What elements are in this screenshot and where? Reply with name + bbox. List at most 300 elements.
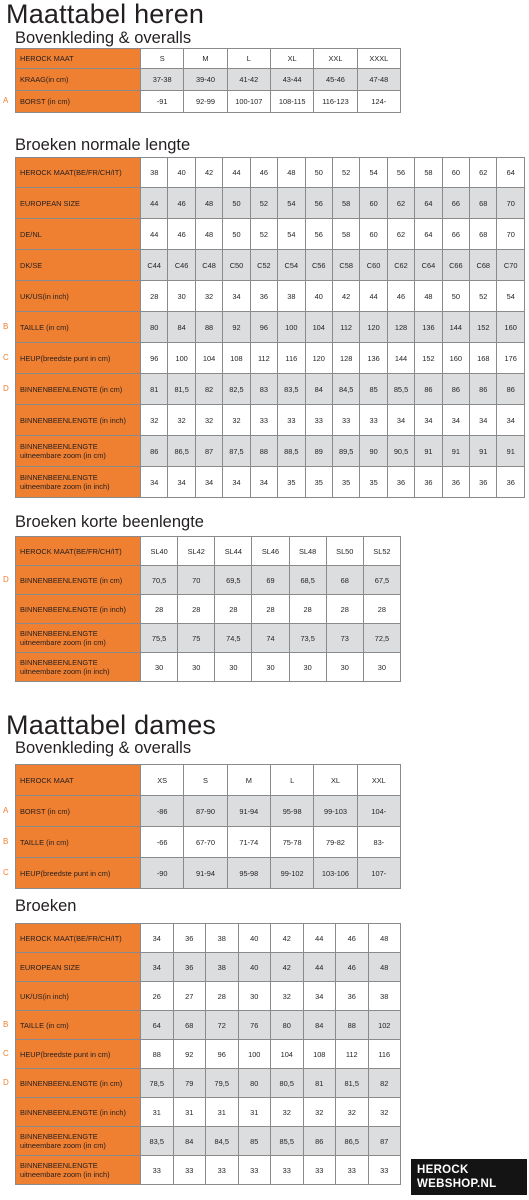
- size-cell: 31: [238, 1098, 271, 1127]
- size-cell: 75,5: [141, 624, 178, 653]
- size-cell: 30: [238, 982, 271, 1011]
- measurement-marker: B: [3, 1019, 9, 1029]
- size-cell: 75-78: [270, 827, 313, 858]
- row-label: BINNENBEENLENGTE (in cm): [16, 566, 141, 595]
- size-cell: 108-115: [270, 91, 313, 113]
- size-cell: SL40: [141, 537, 178, 566]
- size-cell: 91-94: [227, 796, 270, 827]
- row-label: HEUP(breedste punt in cm): [16, 858, 141, 889]
- size-cell: 96: [206, 1040, 239, 1069]
- row-label: BINNENBEENLENGTE (in inch): [16, 1098, 141, 1127]
- size-cell: 28: [326, 595, 363, 624]
- size-cell: S: [184, 765, 227, 796]
- size-cell: 91: [442, 436, 469, 467]
- size-cell: 75: [178, 624, 215, 653]
- size-cell: 26: [141, 982, 174, 1011]
- size-cell: 81,5: [168, 374, 195, 405]
- size-cell: C66: [442, 250, 469, 281]
- size-cell: 64: [497, 158, 524, 188]
- size-cell: 28: [363, 595, 400, 624]
- size-cell: 33: [141, 1156, 174, 1185]
- size-cell: 70: [497, 219, 524, 250]
- size-cell: 34: [195, 467, 222, 498]
- subheading-broeken-normale-lengte: Broeken normale lengte: [15, 136, 191, 154]
- size-cell: 56: [305, 188, 332, 219]
- size-cell: SL42: [178, 537, 215, 566]
- size-cell: 100-107: [227, 91, 270, 113]
- size-cell: 88: [250, 436, 277, 467]
- size-cell: 84: [173, 1127, 206, 1156]
- size-cell: 74,5: [215, 624, 252, 653]
- size-cell: 86: [303, 1127, 336, 1156]
- size-cell: 160: [442, 343, 469, 374]
- table-row: [16, 1011, 401, 1040]
- table-row: [16, 250, 525, 281]
- row-label: HEROCK MAAT(BE/FR/CH/IT): [16, 158, 141, 188]
- size-cell: 34: [141, 924, 174, 953]
- table-row: [16, 624, 401, 653]
- table-row: [16, 796, 401, 827]
- measurement-marker: C: [3, 1048, 9, 1058]
- size-cell: 64: [415, 188, 442, 219]
- size-cell: 30: [141, 653, 178, 682]
- table-row: [16, 343, 525, 374]
- size-cell: 124-: [357, 91, 400, 113]
- size-cell: 152: [415, 343, 442, 374]
- size-cell: 87: [368, 1127, 401, 1156]
- size-cell: 42: [271, 924, 304, 953]
- size-cell: 112: [250, 343, 277, 374]
- size-cell: 33: [271, 1156, 304, 1185]
- size-cell: 60: [442, 158, 469, 188]
- size-cell: 116: [278, 343, 305, 374]
- size-cell: 42: [332, 281, 359, 312]
- size-cell: 30: [178, 653, 215, 682]
- row-label: BINNENBEENLENGTE uitneembare zoom (in inch): [16, 1156, 141, 1185]
- size-cell: 58: [332, 188, 359, 219]
- size-cell: 56: [387, 158, 414, 188]
- size-cell: 28: [289, 595, 326, 624]
- size-cell: 80: [141, 312, 168, 343]
- table-row: [16, 91, 401, 113]
- size-cell: XXXL: [357, 49, 400, 69]
- size-cell: 34: [223, 281, 250, 312]
- size-cell: 136: [360, 343, 387, 374]
- size-cell: 64: [141, 1011, 174, 1040]
- size-cell: 67,5: [363, 566, 400, 595]
- table-row: [16, 595, 401, 624]
- measurement-marker: C: [3, 352, 9, 362]
- size-cell: 72,5: [363, 624, 400, 653]
- table-row: [16, 69, 401, 91]
- size-cell: 28: [252, 595, 289, 624]
- size-cell: 79-82: [314, 827, 357, 858]
- size-cell: 30: [363, 653, 400, 682]
- size-cell: 33: [360, 405, 387, 436]
- size-cell: SL50: [326, 537, 363, 566]
- size-cell: 96: [250, 312, 277, 343]
- size-cell: 34: [470, 405, 497, 436]
- size-cell: 35: [278, 467, 305, 498]
- size-cell: 89,5: [332, 436, 359, 467]
- size-cell: 44: [223, 158, 250, 188]
- size-cell: 40: [238, 924, 271, 953]
- table-row: [16, 1069, 401, 1098]
- row-label: BINNENBEENLENGTE uitneembare zoom (in inch): [16, 467, 141, 498]
- size-cell: 69,5: [215, 566, 252, 595]
- size-cell: 90: [360, 436, 387, 467]
- row-label: BINNENBEENLENGTE (in cm): [16, 374, 141, 405]
- size-cell: 103-106: [314, 858, 357, 889]
- size-cell: 32: [303, 1098, 336, 1127]
- size-cell: C50: [223, 250, 250, 281]
- size-cell: C62: [387, 250, 414, 281]
- size-cell: C58: [332, 250, 359, 281]
- size-cell: 84: [303, 1011, 336, 1040]
- size-cell: 50: [442, 281, 469, 312]
- size-cell: 42: [195, 158, 222, 188]
- row-label: BORST (in cm): [16, 91, 141, 113]
- size-cell: C56: [305, 250, 332, 281]
- size-table-dames-bovenkleding: [15, 764, 401, 889]
- size-cell: 72: [206, 1011, 239, 1040]
- size-cell: 128: [332, 343, 359, 374]
- size-cell: 62: [470, 158, 497, 188]
- size-cell: 91: [470, 436, 497, 467]
- size-cell: 46: [250, 158, 277, 188]
- size-cell: 71-74: [227, 827, 270, 858]
- size-cell: 48: [368, 924, 401, 953]
- size-cell: 37-38: [141, 69, 184, 91]
- size-cell: 92: [223, 312, 250, 343]
- size-cell: 46: [336, 953, 369, 982]
- size-cell: 33: [332, 405, 359, 436]
- size-cell: 30: [215, 653, 252, 682]
- table-row: [16, 281, 525, 312]
- size-cell: 80: [271, 1011, 304, 1040]
- size-cell: 116-123: [314, 91, 357, 113]
- size-cell: 36: [387, 467, 414, 498]
- size-cell: SL52: [363, 537, 400, 566]
- size-cell: 30: [168, 281, 195, 312]
- size-cell: C48: [195, 250, 222, 281]
- subheading-broeken-dames: Broeken: [15, 897, 77, 915]
- size-cell: 81: [303, 1069, 336, 1098]
- row-label: BINNENBEENLENGTE (in cm): [16, 1069, 141, 1098]
- size-cell: 70,5: [141, 566, 178, 595]
- size-cell: 116: [368, 1040, 401, 1069]
- size-cell: 28: [215, 595, 252, 624]
- size-cell: 45-46: [314, 69, 357, 91]
- size-cell: 34: [497, 405, 524, 436]
- size-cell: 70: [497, 188, 524, 219]
- table-row: [16, 436, 525, 467]
- size-cell: 48: [415, 281, 442, 312]
- size-cell: XL: [270, 49, 313, 69]
- table-row: [16, 566, 401, 595]
- size-cell: 81,5: [336, 1069, 369, 1098]
- size-cell: -91: [141, 91, 184, 113]
- size-cell: 83,5: [278, 374, 305, 405]
- size-cell: 41-42: [227, 69, 270, 91]
- size-cell: 74: [252, 624, 289, 653]
- logo-line-1: HEROCK: [417, 1164, 469, 1176]
- size-cell: 30: [326, 653, 363, 682]
- size-cell: 91: [497, 436, 524, 467]
- size-cell: 54: [497, 281, 524, 312]
- size-cell: 104: [271, 1040, 304, 1069]
- size-cell: 102: [368, 1011, 401, 1040]
- size-cell: 50: [223, 188, 250, 219]
- size-cell: 128: [387, 312, 414, 343]
- size-cell: 69: [252, 566, 289, 595]
- size-cell: 62: [387, 188, 414, 219]
- size-cell: 66: [442, 188, 469, 219]
- size-cell: 50: [223, 219, 250, 250]
- table-row: [16, 953, 401, 982]
- size-table-heren-broeken-normaal: [15, 157, 525, 498]
- size-cell: 68: [173, 1011, 206, 1040]
- size-cell: 100: [238, 1040, 271, 1069]
- size-cell: 28: [141, 281, 168, 312]
- size-cell: 42: [271, 953, 304, 982]
- size-cell: 52: [470, 281, 497, 312]
- table-row: [16, 982, 401, 1011]
- row-label: EUROPEAN SIZE: [16, 188, 141, 219]
- size-cell: 48: [368, 953, 401, 982]
- size-cell: S: [141, 49, 184, 69]
- size-cell: 38: [206, 953, 239, 982]
- size-cell: 50: [305, 158, 332, 188]
- size-cell: 58: [415, 158, 442, 188]
- size-cell: 89: [305, 436, 332, 467]
- size-cell: 44: [141, 188, 168, 219]
- size-cell: C52: [250, 250, 277, 281]
- size-cell: 35: [332, 467, 359, 498]
- table-row: [16, 49, 401, 69]
- row-label: HEROCK MAAT: [16, 49, 141, 69]
- size-cell: 104: [195, 343, 222, 374]
- size-cell: 176: [497, 343, 524, 374]
- size-cell: M: [227, 765, 270, 796]
- size-cell: 34: [168, 467, 195, 498]
- size-cell: 54: [278, 188, 305, 219]
- size-cell: 87-90: [184, 796, 227, 827]
- herock-webshop-logo: [411, 1159, 527, 1195]
- size-cell: 78,5: [141, 1069, 174, 1098]
- size-cell: 88: [336, 1011, 369, 1040]
- size-cell: 91-94: [184, 858, 227, 889]
- table-row: [16, 653, 401, 682]
- table-row: [16, 312, 525, 343]
- subheading-broeken-korte-beenlengte: Broeken korte beenlengte: [15, 513, 204, 531]
- size-cell: SL46: [252, 537, 289, 566]
- logo-line-2: WEBSHOP.NL: [417, 1178, 497, 1190]
- size-cell: 104: [305, 312, 332, 343]
- measurement-marker: B: [3, 321, 9, 331]
- size-cell: 99-103: [314, 796, 357, 827]
- size-cell: 31: [206, 1098, 239, 1127]
- size-cell: 85,5: [387, 374, 414, 405]
- size-cell: 33: [206, 1156, 239, 1185]
- size-cell: C46: [168, 250, 195, 281]
- row-label: HEUP(breedste punt in cm): [16, 343, 141, 374]
- size-cell: 88: [195, 312, 222, 343]
- size-cell: 32: [271, 982, 304, 1011]
- size-cell: 33: [336, 1156, 369, 1185]
- measurement-marker: B: [3, 836, 9, 846]
- size-cell: 35: [305, 467, 332, 498]
- table-row: [16, 374, 525, 405]
- size-cell: 31: [173, 1098, 206, 1127]
- size-cell: 96: [141, 343, 168, 374]
- size-cell: 86: [141, 436, 168, 467]
- size-cell: 34: [442, 405, 469, 436]
- size-cell: 32: [368, 1098, 401, 1127]
- size-cell: 144: [387, 343, 414, 374]
- size-cell: 86: [415, 374, 442, 405]
- table-row: [16, 1040, 401, 1069]
- size-cell: 100: [278, 312, 305, 343]
- row-label: BINNENBEENLENGTE uitneembare zoom (in cm): [16, 436, 141, 467]
- size-cell: 36: [497, 467, 524, 498]
- size-cell: 85,5: [271, 1127, 304, 1156]
- row-label: TAILLE (in cm): [16, 827, 141, 858]
- row-label: BINNENBEENLENGTE uitneembare zoom (in inch): [16, 653, 141, 682]
- size-cell: 84,5: [206, 1127, 239, 1156]
- size-cell: 107-: [357, 858, 400, 889]
- size-cell: XXL: [314, 49, 357, 69]
- size-cell: 33: [278, 405, 305, 436]
- size-cell: 40: [168, 158, 195, 188]
- heading-maattabel-heren: Maattabel heren: [6, 0, 205, 29]
- size-cell: 81: [141, 374, 168, 405]
- size-cell: 100: [168, 343, 195, 374]
- size-cell: 84: [168, 312, 195, 343]
- size-cell: 73: [326, 624, 363, 653]
- size-cell: 83,5: [141, 1127, 174, 1156]
- size-cell: 44: [303, 924, 336, 953]
- size-cell: 27: [173, 982, 206, 1011]
- table-row: [16, 1098, 401, 1127]
- size-cell: 82: [368, 1069, 401, 1098]
- size-cell: 33: [173, 1156, 206, 1185]
- size-cell: 47-48: [357, 69, 400, 91]
- size-cell: 160: [497, 312, 524, 343]
- size-cell: 152: [470, 312, 497, 343]
- size-cell: 112: [332, 312, 359, 343]
- size-cell: 168: [470, 343, 497, 374]
- size-cell: 60: [360, 219, 387, 250]
- row-label: HEROCK MAAT(BE/FR/CH/IT): [16, 537, 141, 566]
- table-row: [16, 1156, 401, 1185]
- size-cell: C44: [141, 250, 168, 281]
- size-cell: 67-70: [184, 827, 227, 858]
- size-cell: 34: [415, 405, 442, 436]
- size-cell: 32: [168, 405, 195, 436]
- size-cell: 80,5: [271, 1069, 304, 1098]
- table-row: [16, 467, 525, 498]
- size-cell: 38: [141, 158, 168, 188]
- size-cell: C68: [470, 250, 497, 281]
- table-row: [16, 537, 401, 566]
- row-label: BORST (in cm): [16, 796, 141, 827]
- size-cell: 34: [303, 982, 336, 1011]
- size-cell: 32: [195, 281, 222, 312]
- size-cell: 68,5: [289, 566, 326, 595]
- size-cell: 36: [470, 467, 497, 498]
- size-cell: 52: [250, 188, 277, 219]
- size-cell: 68: [470, 188, 497, 219]
- size-cell: 36: [336, 982, 369, 1011]
- size-cell: 120: [305, 343, 332, 374]
- size-cell: 108: [223, 343, 250, 374]
- size-cell: 48: [195, 219, 222, 250]
- size-cell: 39-40: [184, 69, 227, 91]
- size-cell: 76: [238, 1011, 271, 1040]
- heading-maattabel-dames: Maattabel dames: [6, 710, 217, 740]
- size-cell: SL44: [215, 537, 252, 566]
- size-cell: 82: [195, 374, 222, 405]
- measurement-marker: A: [3, 805, 9, 815]
- size-cell: 87,5: [223, 436, 250, 467]
- size-cell: XS: [141, 765, 184, 796]
- size-cell: 33: [303, 1156, 336, 1185]
- size-cell: 56: [305, 219, 332, 250]
- size-cell: 91: [415, 436, 442, 467]
- size-cell: 36: [250, 281, 277, 312]
- size-cell: 85: [360, 374, 387, 405]
- size-table-heren-broeken-kort: [15, 536, 401, 682]
- row-label: BINNENBEENLENGTE (in inch): [16, 595, 141, 624]
- size-cell: 86,5: [336, 1127, 369, 1156]
- size-cell: 80: [238, 1069, 271, 1098]
- table-row: [16, 858, 401, 889]
- size-cell: 36: [173, 953, 206, 982]
- size-cell: 66: [442, 219, 469, 250]
- size-cell: C70: [497, 250, 524, 281]
- size-cell: 30: [289, 653, 326, 682]
- size-cell: 48: [278, 158, 305, 188]
- size-cell: 33: [368, 1156, 401, 1185]
- size-cell: 83-: [357, 827, 400, 858]
- size-cell: 34: [141, 467, 168, 498]
- size-cell: 32: [336, 1098, 369, 1127]
- size-cell: 28: [141, 595, 178, 624]
- size-table-dames-broeken: [15, 923, 401, 1185]
- size-cell: 62: [387, 219, 414, 250]
- row-label: UK/US(in inch): [16, 982, 141, 1011]
- size-cell: 34: [223, 467, 250, 498]
- size-cell: C60: [360, 250, 387, 281]
- size-cell: 35: [360, 467, 387, 498]
- size-cell: 40: [305, 281, 332, 312]
- size-cell: L: [270, 765, 313, 796]
- measurement-marker: D: [3, 383, 9, 393]
- row-label: TAILLE (in cm): [16, 1011, 141, 1040]
- size-cell: -90: [141, 858, 184, 889]
- size-cell: 46: [387, 281, 414, 312]
- size-cell: 38: [368, 982, 401, 1011]
- size-cell: 33: [305, 405, 332, 436]
- size-cell: 82,5: [223, 374, 250, 405]
- size-cell: 30: [252, 653, 289, 682]
- size-cell: 95-98: [227, 858, 270, 889]
- size-cell: 104-: [357, 796, 400, 827]
- size-cell: 90,5: [387, 436, 414, 467]
- size-cell: 54: [278, 219, 305, 250]
- size-cell: 95-98: [270, 796, 313, 827]
